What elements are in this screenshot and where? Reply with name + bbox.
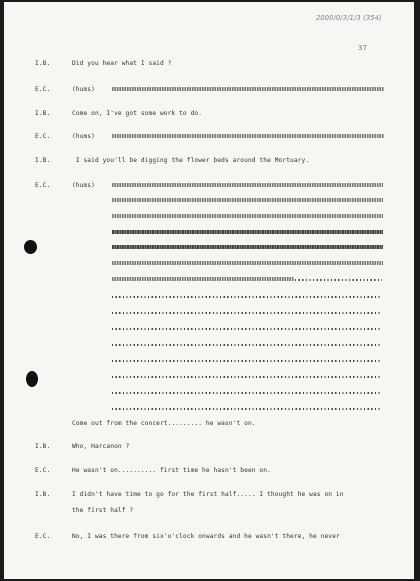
dotted-line	[112, 344, 382, 346]
dialogue-text: Come on, I've got some work to do.	[72, 110, 203, 117]
humming-overtype	[112, 261, 383, 265]
speaker-label: E.C.	[35, 467, 51, 474]
dialogue-text: I said you'll be digging the flower beds around the Mortuary.	[72, 157, 310, 164]
dotted-line	[295, 279, 382, 281]
dotted-line	[112, 392, 382, 394]
dotted-line	[112, 296, 382, 298]
dialogue-text: (hums)	[72, 133, 95, 140]
dotted-line	[112, 360, 382, 362]
dialogue-text: Come out from the concert......... he wasn't on.	[72, 420, 256, 427]
speaker-label: I.B.	[35, 110, 51, 117]
typescript-page	[4, 2, 414, 579]
humming-overtype	[112, 183, 383, 187]
dialogue-text: Did you hear what I said ?	[72, 60, 172, 67]
punch-hole	[24, 240, 37, 254]
dialogue-text: He wasn't on.......... first time he hasn't been on.	[72, 467, 271, 474]
humming-overtype	[112, 87, 384, 91]
speaker-label: E.C.	[35, 133, 51, 140]
dialogue-text: No, I was there from six'o'clock onwards and he wasn't there, he never	[72, 533, 340, 540]
humming-overtype	[112, 230, 383, 234]
dialogue-text: the first half ?	[72, 507, 134, 514]
archive-reference: 2000/0/3/1/3 (354)	[316, 14, 382, 22]
speaker-label: E.C.	[35, 86, 51, 93]
speaker-label: E.C.	[35, 182, 51, 189]
dialogue-text: (hums)	[72, 86, 95, 93]
humming-overtype	[112, 214, 383, 218]
dotted-line	[112, 376, 382, 378]
dotted-line	[112, 408, 382, 410]
dialogue-text: (hums)	[72, 182, 95, 189]
page-number: 37	[358, 44, 367, 52]
humming-overtype	[112, 245, 383, 249]
punch-hole	[26, 371, 38, 387]
humming-overtype	[112, 198, 383, 202]
dotted-line	[112, 312, 382, 314]
dialogue-text: Who, Harcanon ?	[72, 443, 130, 450]
humming-overtype	[112, 277, 294, 281]
humming-overtype	[112, 134, 384, 138]
speaker-label: E.C.	[35, 533, 51, 540]
speaker-label: I.B.	[35, 491, 51, 498]
speaker-label: I.B.	[35, 60, 51, 67]
dotted-line	[112, 328, 382, 330]
speaker-label: I.B.	[35, 443, 51, 450]
speaker-label: I.B.	[35, 157, 51, 164]
dialogue-text: I didn't have time to go for the first half..... I thought he was on in	[72, 491, 344, 498]
